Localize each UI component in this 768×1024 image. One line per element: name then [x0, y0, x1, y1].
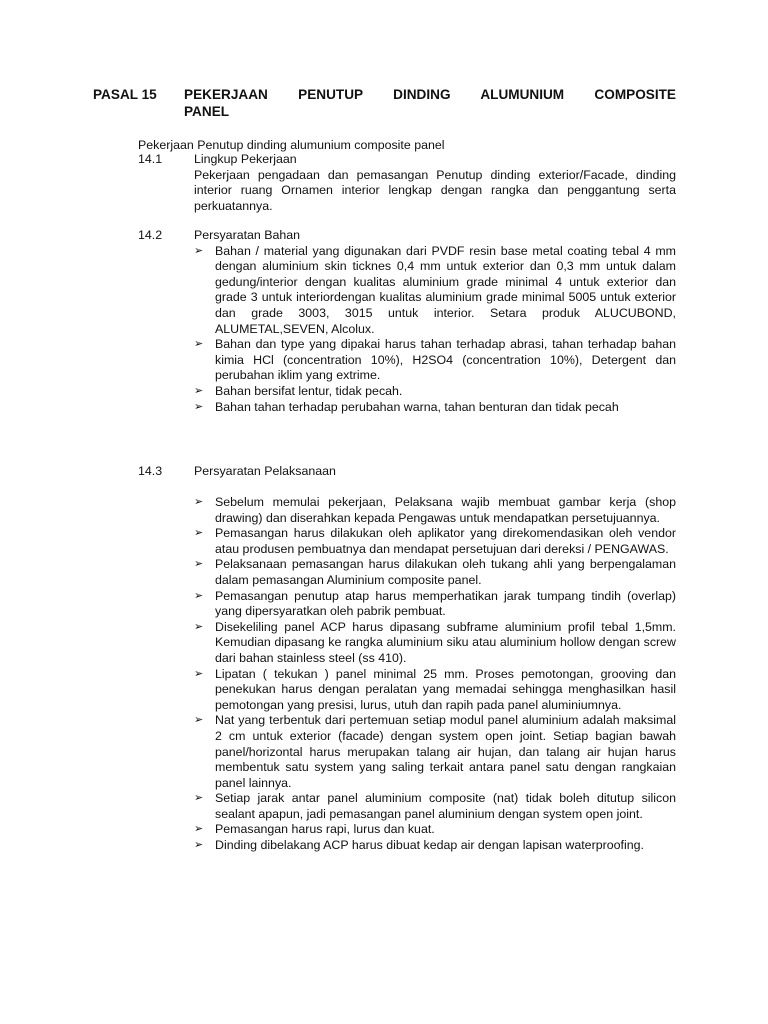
section-paragraph: Pekerjaan pengadaan dan pemasangan Penutup dinding exterior/Facade, dinding interior ruang Ornamen interior lengkap dengan rangka dan penggantung serta perkuatannya.	[194, 167, 676, 213]
arrow-bullet-icon: ➢	[194, 667, 204, 680]
chapter-number: PASAL 15	[93, 87, 157, 102]
list-item: ➢ Sebelum memulai pekerjaan, Pelaksana wajib membuat gambar kerja (shop drawing) dan diserahkan kepada Pengawas untuk mendapatkan persetujuannya.	[194, 495, 676, 525]
arrow-bullet-icon: ➢	[194, 384, 204, 397]
list-item: ➢ Pemasangan harus rapi, lurus dan kuat.	[194, 822, 435, 837]
section-number: 14.3	[138, 464, 163, 478]
intro-text: Pekerjaan Penutup dinding alumunium composite panel	[138, 138, 445, 152]
list-item: ➢ Bahan / material yang digunakan dari PVDF resin base metal coating tebal 4 mm dengan aluminium skin ticknes 0,4 mm untuk exterior dan 0,3 mm untuk dalam gedung/interior dengan kualitas aluminium grade minimal 4 untuk exterior dan grade 3 untuk interiordengan kualitas aluminium grade minimal 5005 untuk exterior dan grade 3003, 3015 untuk interior. Setara produk ALUCUBOND, ALUMETAL,SEVEN, Alcolux.	[194, 243, 676, 336]
arrow-bullet-icon: ➢	[194, 527, 204, 540]
chapter-title: PEKERJAAN PENUTUP DINDING ALUMUNIUM COMPOSITE	[184, 87, 676, 102]
list-item: ➢ Disekeliling panel ACP harus dipasang subframe aluminium profil tebal 1,5mm. Kemudian dipasang ke rangka aluminium siku atau aluminium hollow dengan screw dari bahan stainless steel (ss 410).	[194, 619, 676, 665]
list-item: ➢ Pemasangan penutup atap harus memperhatikan jarak tumpang tindih (overlap) yang dipersyaratkan oleh pabrik pembuat.	[194, 588, 676, 619]
arrow-bullet-icon: ➢	[194, 714, 204, 727]
arrow-bullet-icon: ➢	[194, 589, 204, 602]
list-item: ➢ Bahan dan type yang dipakai harus tahan terhadap abrasi, tahan terhadap bahan kimia HCl (concentration 10%), H2SO4 (concentration 10%), Detergent dan perubahan iklim yang extrime.	[194, 337, 676, 383]
list-item: ➢ Bahan tahan terhadap perubahan warna, tahan benturan dan tidak pecah	[194, 399, 619, 414]
arrow-bullet-icon: ➢	[194, 823, 204, 836]
arrow-bullet-icon: ➢	[194, 792, 204, 805]
list-item: ➢ Pemasangan harus dilakukan oleh aplikator yang direkomendasikan oleh vendor atau produsen pembuatnya dan mendapat persetujuan dari dereksi / PENGAWAS.	[194, 526, 676, 556]
chapter-title-continued: PANEL	[184, 104, 230, 119]
arrow-bullet-icon: ➢	[194, 496, 204, 508]
section-title: Persyaratan Pelaksanaan	[194, 464, 336, 478]
section-number: 14.2	[138, 228, 163, 242]
list-item: ➢ Bahan bersifat lentur, tidak pecah.	[194, 383, 403, 398]
arrow-bullet-icon: ➢	[194, 558, 204, 571]
list-item: ➢ Lipatan ( tekukan ) panel minimal 25 mm. Proses pemotongan, grooving dan penekukan harus dengan peralatan yang memadai sehingga menghasilkan hasil pemotongan yang presisi, lurus, utuh dan rapih pada panel aluminiumnya.	[194, 666, 676, 712]
arrow-bullet-icon: ➢	[194, 338, 204, 351]
arrow-bullet-icon: ➢	[194, 839, 204, 852]
arrow-bullet-icon: ➢	[194, 400, 204, 413]
requirements-list	[194, 244, 676, 416]
list-item: ➢ Dinding dibelakang ACP harus dibuat kedap air dengan lapisan waterproofing.	[194, 838, 644, 853]
list-item: ➢ Setiap jarak antar panel aluminium composite (nat) tidak boleh ditutup silicon sealant apapun, jadi pemasangan panel aluminium dengan system open joint.	[194, 791, 676, 821]
execution-list	[194, 495, 676, 854]
arrow-bullet-icon: ➢	[194, 244, 204, 257]
list-item: ➢ Nat yang terbentuk dari pertemuan setiap modul panel aluminium adalah maksimal 2 cm untuk exterior (facade) dengan system open joint. Setiap bagian bawah panel/horizontal harus merupakan talang air hujan, dan talang air hujan harus membentuk satu system yang saling terkait antara panel satu dengan rangkaian panel lainnya.	[194, 713, 676, 790]
list-item: ➢ Pelaksanaan pemasangan harus dilakukan oleh tukang ahli yang berpengalaman dalam pemasangan Aluminium composite panel.	[194, 557, 676, 587]
section-title: Lingkup Pekerjaan	[194, 152, 297, 166]
section-title: Persyaratan Bahan	[194, 228, 301, 242]
arrow-bullet-icon: ➢	[194, 620, 204, 633]
section-number: 14.1	[138, 152, 163, 166]
